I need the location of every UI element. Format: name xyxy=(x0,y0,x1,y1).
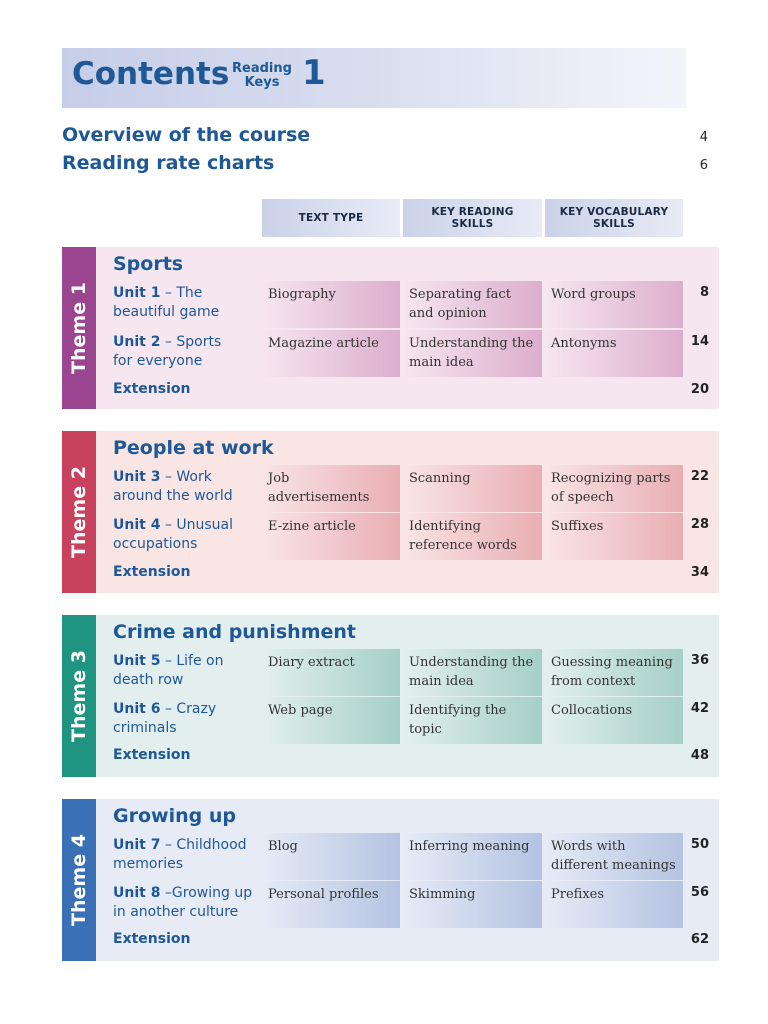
unit-6-text-type: Web page xyxy=(262,697,400,744)
theme-2-tab-label: Theme 2 xyxy=(68,466,90,558)
column-header-key-reading-line-2: SKILLS xyxy=(451,218,494,230)
theme-2-extension-page: 34 xyxy=(690,565,709,580)
theme-1-extension-page: 20 xyxy=(690,382,709,397)
series-name xyxy=(224,62,300,90)
series-name-line-1: Reading xyxy=(232,61,292,76)
unit-1-reading-skill: Separating fact and opinion xyxy=(403,281,542,328)
unit-8-label: Unit 8 –Growing up in another culture xyxy=(113,885,253,920)
unit-4-vocabulary-skill: Suffixes xyxy=(545,513,683,560)
theme-2-extension[interactable]: Extension xyxy=(113,564,191,580)
unit-3-vocabulary-skill: Recognizing parts of speech xyxy=(545,465,683,512)
theme-4-extension-page: 62 xyxy=(690,932,709,947)
unit-2-page: 14 xyxy=(690,334,709,349)
unit-2-row[interactable] xyxy=(62,330,719,377)
theme-4-extension[interactable]: Extension xyxy=(113,931,191,947)
theme-1-tab-label: Theme 1 xyxy=(68,282,90,374)
theme-1-section xyxy=(62,247,719,409)
unit-7-reading-skill: Inferring meaning xyxy=(403,833,542,880)
unit-4-row[interactable] xyxy=(62,513,719,560)
unit-7-text-type: Blog xyxy=(262,833,400,880)
unit-5-row[interactable] xyxy=(62,649,719,696)
unit-2-text-type: Magazine article xyxy=(262,330,400,377)
unit-7-label: Unit 7 – Childhood memories xyxy=(113,837,247,872)
reading-rate-charts-page: 6 xyxy=(699,158,708,173)
unit-3-row[interactable] xyxy=(62,465,719,512)
unit-2-reading-skill: Understanding the main idea xyxy=(403,330,542,377)
unit-3-reading-skill: Scanning xyxy=(403,465,542,512)
unit-4-reading-skill: Identifying reference words xyxy=(403,513,542,560)
unit-7-page: 50 xyxy=(690,837,709,852)
unit-5-label: Unit 5 – Life on death row xyxy=(113,653,224,688)
column-header-key-reading xyxy=(403,199,542,237)
unit-2-label: Unit 2 – Sports for everyone xyxy=(113,334,222,369)
unit-6-row[interactable] xyxy=(62,697,719,744)
theme-3-extension-page: 48 xyxy=(690,748,709,763)
column-header-key-vocabulary-line-2: SKILLS xyxy=(593,218,635,230)
theme-2-title[interactable]: People at work xyxy=(113,437,274,459)
unit-6-vocabulary-skill: Collocations xyxy=(545,697,683,744)
unit-1-page: 8 xyxy=(699,285,709,300)
column-header-key-reading-line-1: KEY READING xyxy=(431,206,514,218)
reading-rate-charts-link[interactable]: Reading rate charts xyxy=(62,152,275,174)
unit-2-vocabulary-skill: Antonyms xyxy=(545,330,683,377)
unit-1-vocabulary-skill: Word groups xyxy=(545,281,683,328)
unit-5-vocabulary-skill: Guessing meaning from context xyxy=(545,649,683,696)
series-name-line-2: Keys xyxy=(244,75,280,90)
unit-6-label: Unit 6 – Crazy criminals xyxy=(113,701,217,736)
overview-page: 4 xyxy=(699,130,708,145)
theme-2-tab xyxy=(62,431,96,593)
unit-1-row[interactable] xyxy=(62,281,719,328)
unit-3-text-type: Job advertisements xyxy=(262,465,400,512)
unit-1-text-type: Biography xyxy=(262,281,400,328)
theme-4-section xyxy=(62,799,719,961)
unit-8-reading-skill: Skimming xyxy=(403,881,542,928)
unit-7-row[interactable] xyxy=(62,833,719,880)
column-header-key-vocabulary-line-1: KEY VOCABULARY xyxy=(559,206,669,218)
theme-3-extension[interactable]: Extension xyxy=(113,747,191,763)
level-number: 1 xyxy=(302,53,326,93)
theme-2-section xyxy=(62,431,719,593)
column-header-text-type-label: TEXT TYPE xyxy=(298,212,364,224)
unit-3-page: 22 xyxy=(690,469,709,484)
theme-4-title[interactable]: Growing up xyxy=(113,805,236,827)
unit-8-text-type: Personal profiles xyxy=(262,881,400,928)
theme-3-title[interactable]: Crime and punishment xyxy=(113,621,356,643)
theme-3-tab xyxy=(62,615,96,777)
unit-6-page: 42 xyxy=(690,701,709,716)
page-title: Contents xyxy=(72,56,230,92)
unit-7-vocabulary-skill: Words with different meanings xyxy=(545,833,683,880)
column-header-key-vocabulary xyxy=(545,199,683,237)
theme-3-tab-label: Theme 3 xyxy=(68,650,90,742)
unit-8-row[interactable] xyxy=(62,881,719,928)
unit-4-page: 28 xyxy=(690,517,709,532)
unit-4-text-type: E-zine article xyxy=(262,513,400,560)
theme-1-tab xyxy=(62,247,96,409)
theme-3-section xyxy=(62,615,719,777)
unit-3-label: Unit 3 – Work around the world xyxy=(113,469,233,504)
unit-4-label: Unit 4 – Unusual occupations xyxy=(113,517,233,552)
unit-1-label: Unit 1 – The beautiful game xyxy=(113,285,220,320)
column-header-text-type xyxy=(262,199,400,237)
unit-5-reading-skill: Understanding the main idea xyxy=(403,649,542,696)
theme-4-tab-label: Theme 4 xyxy=(68,834,90,926)
unit-8-vocabulary-skill: Prefixes xyxy=(545,881,683,928)
theme-1-title[interactable]: Sports xyxy=(113,253,184,275)
unit-8-page: 56 xyxy=(690,885,709,900)
unit-6-reading-skill: Identifying the topic xyxy=(403,697,542,744)
unit-5-text-type: Diary extract xyxy=(262,649,400,696)
theme-1-extension[interactable]: Extension xyxy=(113,381,191,397)
theme-4-tab xyxy=(62,799,96,961)
overview-link[interactable]: Overview of the course xyxy=(62,124,311,146)
unit-5-page: 36 xyxy=(690,653,709,668)
